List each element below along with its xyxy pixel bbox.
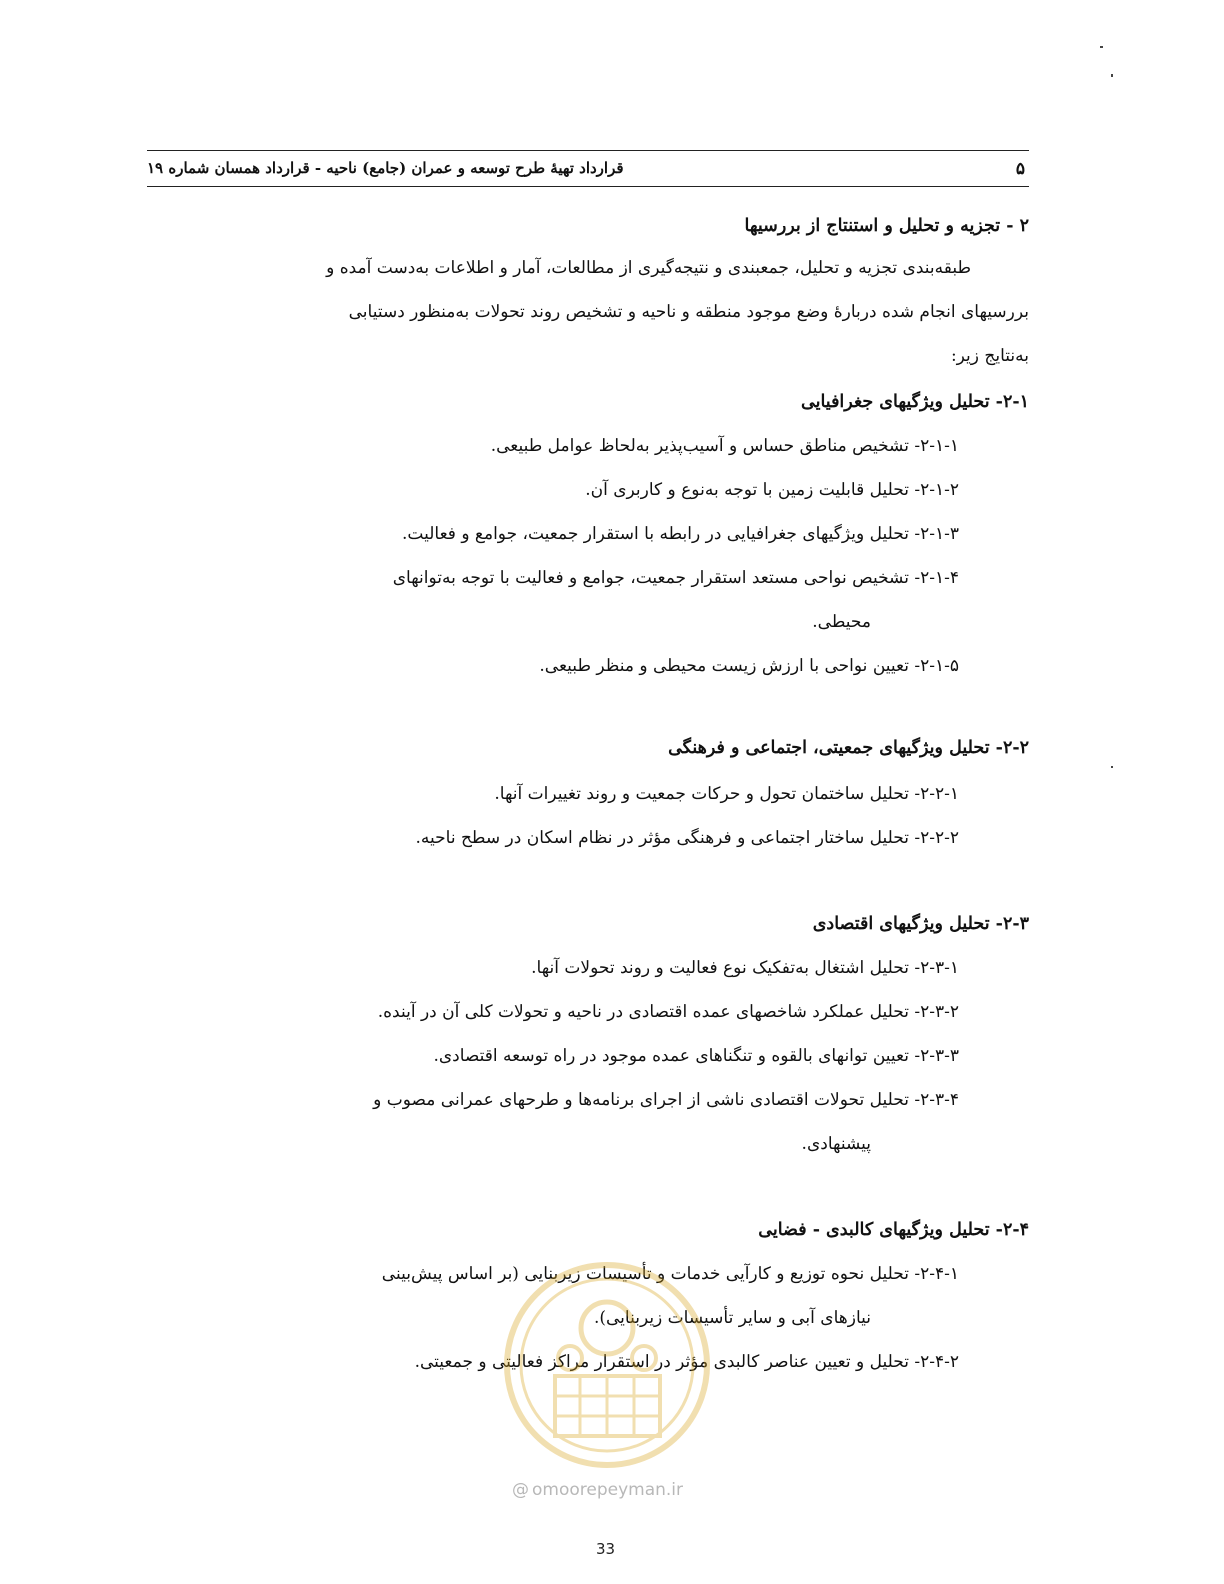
sub4-item-2: ۲-۴-۲- تحلیل و تعیین عناصر کالبدی مؤثر در استقرار مراکز فعالیتی و جمعیتی.: [414, 1352, 959, 1372]
sub3-heading: ۲-۳- تحلیل ویژگیهای اقتصادی: [812, 914, 1029, 934]
sub4-item-1: ۲-۴-۱- تحلیل نحوه توزیع و کارآیی خدمات و تأسیسات زیربنایی (بر اساس پیش‌بینی: [381, 1264, 959, 1284]
at-sign-icon: @: [512, 1480, 529, 1500]
sub1-item-4: ۲-۱-۴- تشخیص نواحی مستعد استقرار جمعیت، جوامع و فعالیت با توجه به‌توانهای: [392, 568, 959, 588]
intro-line-3: به‌نتایج زیر:: [950, 346, 1029, 366]
watermark-site: omoorepeyman.ir: [532, 1480, 684, 1500]
header-page-number: ۵: [1015, 159, 1025, 179]
header-top-rule: [147, 150, 1029, 151]
sub1-item-3: ۲-۱-۳- تحلیل ویژگیهای جغرافیایی در رابطه با استقرار جمعیت، جوامع و فعالیت.: [402, 524, 959, 544]
scan-speck: [1111, 766, 1113, 768]
header-title: قرارداد تهیهٔ طرح توسعه و عمران (جامع) ناحیه - قرارداد همسان شماره ۱۹: [147, 159, 624, 177]
sub3-item-2: ۲-۳-۲- تحلیل عملکرد شاخصهای عمده اقتصادی در ناحیه و تحولات کلی آن در آینده.: [377, 1002, 959, 1022]
sub3-item-3: ۲-۳-۳- تعیین توانهای بالقوه و تنگناهای عمده موجود در راه توسعه اقتصادی.: [433, 1046, 959, 1066]
sub3-item-4: ۲-۳-۴- تحلیل تحولات اقتصادی ناشی از اجرای برنامه‌ها و طرحهای عمرانی مصوب و: [373, 1090, 959, 1110]
page-header: [147, 157, 1029, 183]
sub2-heading: ۲-۲- تحلیل ویژگیهای جمعیتی، اجتماعی و فرهنگی: [668, 738, 1029, 758]
sub4-item-1-cont: نیازهای آبی و سایر تأسیسات زیربنایی).: [593, 1308, 871, 1328]
scan-speck: [1111, 74, 1113, 77]
footer-page-number: 33: [596, 1540, 616, 1558]
scan-speck: [1100, 46, 1103, 48]
sub2-item-2: ۲-۲-۲- تحلیل ساختار اجتماعی و فرهنگی مؤثر در نظام اسکان در سطح ناحیه.: [415, 828, 959, 848]
sub1-item-1: ۲-۱-۱- تشخیص مناطق حساس و آسیب‌پذیر به‌لحاظ عوامل طبیعی.: [490, 436, 959, 456]
sub1-heading: ۲-۱- تحلیل ویژگیهای جغرافیایی: [801, 392, 1029, 412]
watermark-site-text: [512, 1480, 683, 1500]
intro-line-1: طبقه‌بندی تجزیه و تحلیل، جمعبندی و نتیجه‌گیری از مطالعات، آمار و اطلاعات به‌دست آمده و: [326, 258, 971, 278]
intro-line-2: بررسیهای انجام شده دربارهٔ وضع موجود منطقه و ناحیه و تشخیص روند تحولات به‌منظور دستیابی: [348, 302, 1029, 322]
section-heading: ۲ - تجزیه و تحلیل و استنتاج از بررسیها: [744, 216, 1029, 236]
sub1-item-2: ۲-۱-۲- تحلیل قابلیت زمین با توجه به‌نوع و کاربری آن.: [585, 480, 959, 500]
sub3-item-1: ۲-۳-۱- تحلیل اشتغال به‌تفکیک نوع فعالیت و روند تحولات آنها.: [531, 958, 959, 978]
sub1-item-4-cont: محیطی.: [812, 612, 871, 632]
sub1-item-5: ۲-۱-۵- تعیین نواحی با ارزش زیست محیطی و منظر طبیعی.: [539, 656, 959, 676]
sub3-item-4-cont: پیشنهادی.: [801, 1134, 871, 1154]
sub4-heading: ۲-۴- تحلیل ویژگیهای کالبدی - فضایی: [758, 1220, 1029, 1240]
sub2-item-1: ۲-۲-۱- تحلیل ساختمان تحول و حرکات جمعیت و روند تغییرات آنها.: [494, 784, 959, 804]
header-bottom-rule: [147, 186, 1029, 187]
watermark-logo: [500, 1258, 715, 1473]
